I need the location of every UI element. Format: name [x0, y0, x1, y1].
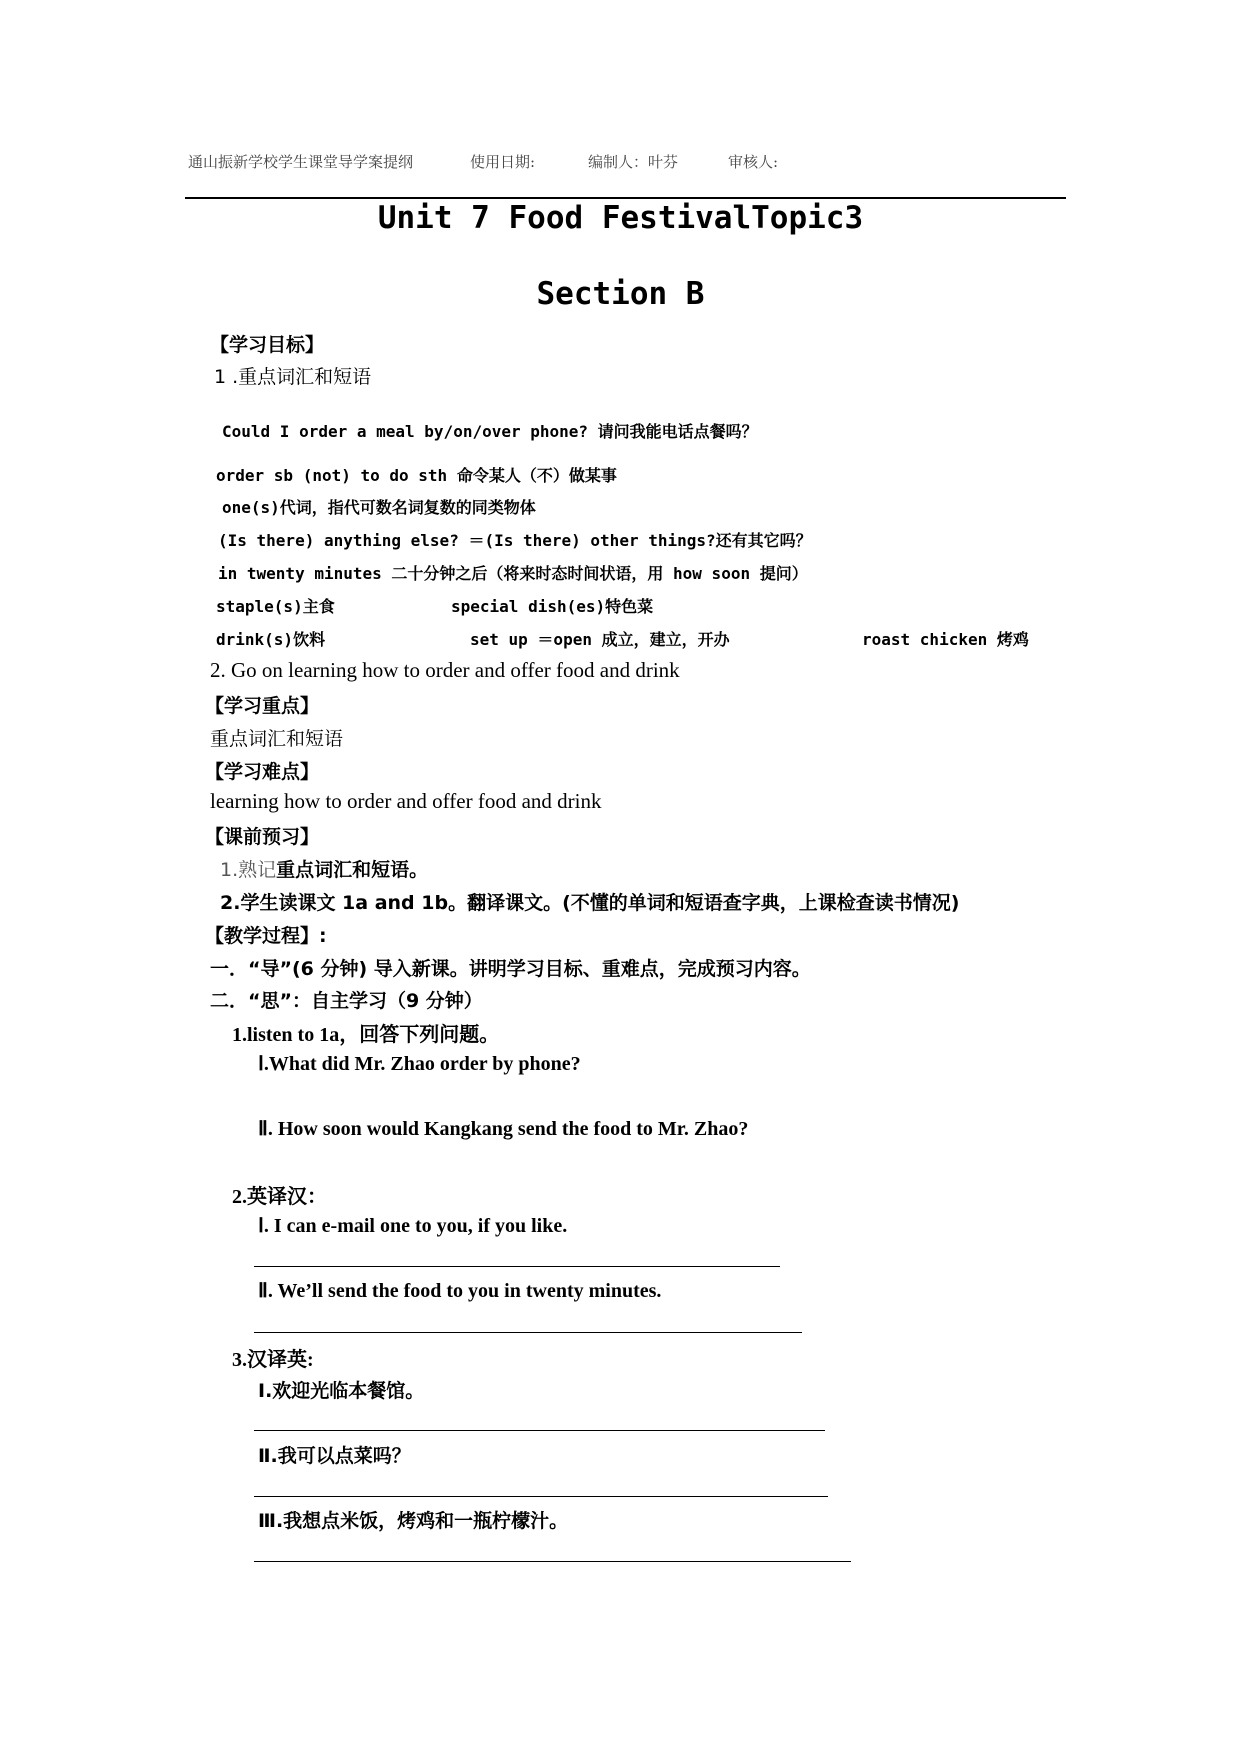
preview-item-2: 2.学生读课文 1a and 1b。翻译课文。(不懂的单词和短语查字典，上课检查读书情况)	[220, 892, 960, 914]
section-title: Section B	[536, 276, 705, 312]
answer-line-en-cn-1[interactable]	[254, 1266, 780, 1267]
listen-question-2: Ⅱ. How soon would Kangkang send the food to Mr. Zhao?	[258, 1118, 749, 1140]
header-divider	[185, 197, 1066, 199]
listen-title: 1.listen to 1a，回答下列问题。	[232, 1024, 500, 1046]
phrase-staple: staple(s)主食	[216, 597, 335, 616]
phrase-special-dish: special dish(es)特色菜	[451, 597, 654, 616]
process-step-1: 一．“导”(6 分钟) 导入新课。讲明学习目标、重难点，完成预习内容。	[210, 958, 811, 980]
header-date-label: 使用日期:	[470, 153, 536, 171]
phrase-order-sb: order sb (not) to do sth 命令某人（不）做某事	[216, 466, 617, 485]
focus-text: 重点词汇和短语	[210, 728, 344, 750]
answer-line-en-cn-2[interactable]	[254, 1332, 802, 1333]
phrase-could-order: Could I order a meal by/on/over phone? 请问我能电话点餐吗？	[222, 422, 758, 441]
preview-heading: 【课前预习】	[205, 826, 320, 848]
goals-item-1: 1 .重点词汇和短语	[214, 366, 372, 388]
phrase-twenty-minutes: in twenty minutes 二十分钟之后（将来时态时间状语，用 how soon 提问）	[218, 564, 808, 583]
goals-item-2: 2. Go on learning how to order and offer food and drink	[210, 658, 680, 682]
answer-line-cn-en-3[interactable]	[254, 1561, 851, 1562]
header-school: 通山振新学校学生课堂导学案提纲	[188, 153, 414, 171]
listen-question-1: Ⅰ.What did Mr. Zhao order by phone?	[258, 1053, 581, 1075]
page-title: Unit 7 Food FestivalTopic3	[377, 200, 864, 236]
focus-heading: 【学习重点】	[205, 695, 320, 717]
cn-en-sentence-3: Ⅲ.我想点米饭，烤鸡和一瓶柠檬汁。	[258, 1510, 569, 1532]
difficulty-heading: 【学习难点】	[205, 761, 320, 783]
preview-item-1-rest: 重点词汇和短语。	[276, 859, 429, 881]
preview-item-1	[220, 855, 428, 882]
header-editor: 编制人：叶芬	[588, 153, 679, 171]
phrase-ones: one(s)代词，指代可数名词复数的同类物体	[222, 498, 536, 517]
goals-heading: 【学习目标】	[210, 334, 325, 356]
process-heading: 【教学过程】:	[205, 925, 327, 947]
process-step-2: 二．“思”：自主学习（9 分钟）	[210, 990, 483, 1012]
phrase-set-up: set up ＝open 成立，建立，开办	[470, 630, 730, 649]
answer-line-cn-en-2[interactable]	[254, 1496, 828, 1497]
en-cn-title: 2.英译汉：	[232, 1186, 327, 1208]
en-cn-sentence-1: Ⅰ. I can e-mail one to you, if you like.	[258, 1215, 568, 1237]
answer-line-cn-en-1[interactable]	[254, 1430, 825, 1431]
header-reviewer: 审核人:	[728, 153, 779, 171]
phrase-anything-else: (Is there) anything else? ＝(Is there) other things?还有其它吗？	[218, 531, 812, 550]
phrase-drink: drink(s)饮料	[216, 630, 326, 649]
en-cn-sentence-2: Ⅱ. We’ll send the food to you in twenty minutes.	[258, 1280, 662, 1302]
phrase-roast-chicken: roast chicken 烤鸡	[862, 630, 1029, 649]
preview-item-1-prefix: 1.熟记	[220, 859, 277, 881]
difficulty-text: learning how to order and offer food and drink	[210, 789, 602, 813]
cn-en-sentence-1: Ⅰ.欢迎光临本餐馆。	[258, 1380, 425, 1402]
cn-en-sentence-2: Ⅱ.我可以点菜吗？	[258, 1445, 411, 1467]
cn-en-title: 3.汉译英:	[232, 1349, 314, 1371]
